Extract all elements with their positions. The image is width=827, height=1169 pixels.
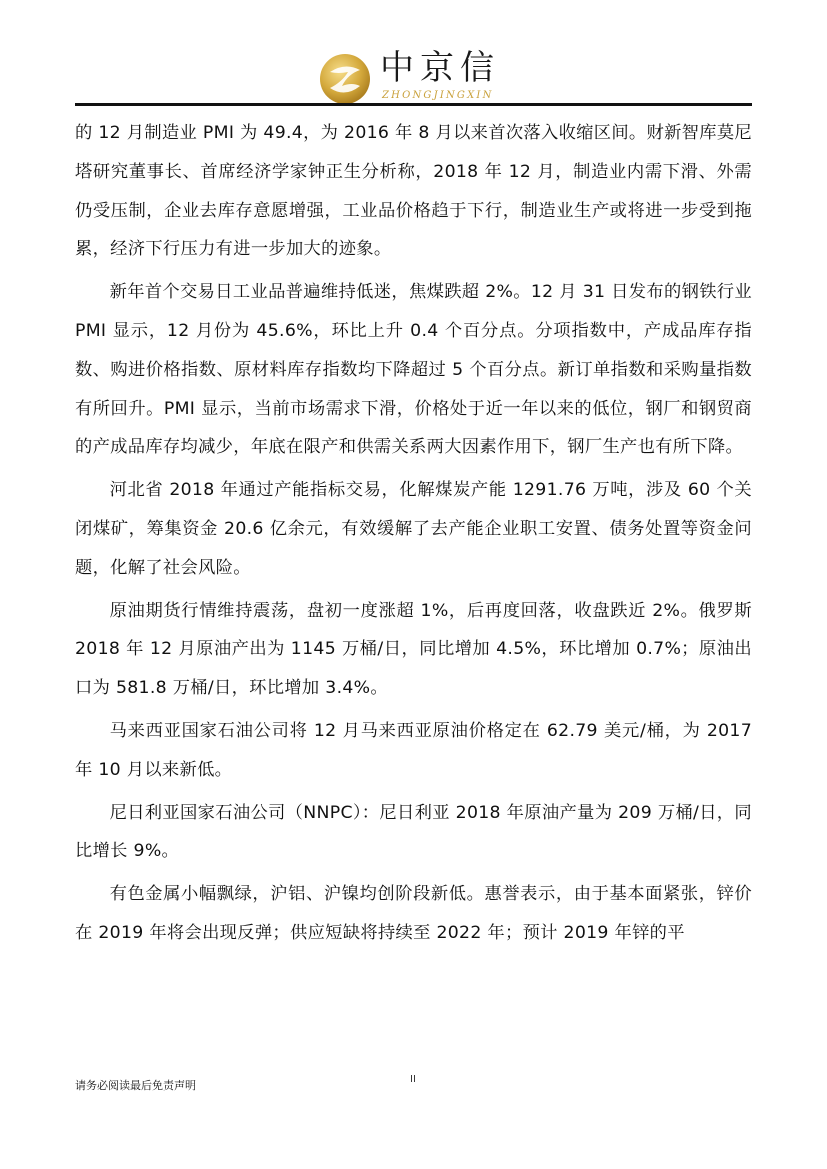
paragraph: 尼日利亚国家石油公司（NNPC）：尼日利亚 2018 年原油产量为 209 万桶/日，同比增长 9%。 xyxy=(75,802,752,862)
zx-gold-circle-logo-icon xyxy=(318,52,372,106)
header-rule xyxy=(75,103,752,106)
page-number: II xyxy=(410,1074,416,1085)
paragraph: 马来西亚国家石油公司将 12 月马来西亚原油价格定在 62.79 美元/桶，为 2017 年 10 月以来新低。 xyxy=(75,720,752,780)
paragraph: 有色金属小幅飘绿，沪铝、沪镍均创阶段新低。惠誉表示，由于基本面紧张，锌价在 2019 年将会出现反弹；供应短缺将持续至 2022 年；预计 2019 年锌的平 xyxy=(75,884,752,943)
paragraph: 新年首个交易日工业品普遍维持低迷，焦煤跌超 2%。12 月 31 日发布的钢铁行业 PMI 显示，12 月份为 45.6%，环比上升 0.4 个百分点。分项指数中，产成品库存指数、购进价格指数、原材料库存指数均下降超过 5 个百分点。新订单指数和采购量指数有所回升。PMI 显示，当前市场需求下滑，价格处于近一年以来的低位，钢厂和钢贸商的产成品库存均减少，年底在限产和供需关系两大因素作用下，钢厂生产也有所下降。 xyxy=(75,282,752,458)
document-body xyxy=(75,114,752,953)
brand-subtitle: ZHONGJINGXIN xyxy=(382,90,494,101)
brand-logo xyxy=(318,48,518,108)
page-header xyxy=(0,40,827,110)
brand-name: 中京信 xyxy=(380,48,500,88)
paragraph: 河北省 2018 年通过产能指标交易，化解煤炭产能 1291.76 万吨，涉及 60 个关闭煤矿，筹集资金 20.6 亿余元，有效缓解了去产能企业职工安置、债务处置等资金问题，化解了社会风险。 xyxy=(75,480,752,578)
paragraph: 的 12 月制造业 PMI 为 49.4，为 2016 年 8 月以来首次落入收缩区间。财新智库莫尼塔研究董事长、首席经济学家钟正生分析称，2018 年 12 月，制造业内需下滑、外需仍受压制，企业去库存意愿增强，工业品价格趋于下行，制造业生产或将进一步受到拖累，经济下行压力有进一步加大的迹象。 xyxy=(75,123,752,260)
paragraph: 原油期货行情维持震荡，盘初一度涨超 1%，后再度回落，收盘跌近 2%。俄罗斯 2018 年 12 月原油产出为 1145 万桶/日，同比增加 4.5%，环比增加 0.7%；原油出口为 581.8 万桶/日，环比增加 3.4%。 xyxy=(75,600,752,699)
footer-disclaimer: 请务必阅读最后免责声明 xyxy=(75,1079,196,1092)
